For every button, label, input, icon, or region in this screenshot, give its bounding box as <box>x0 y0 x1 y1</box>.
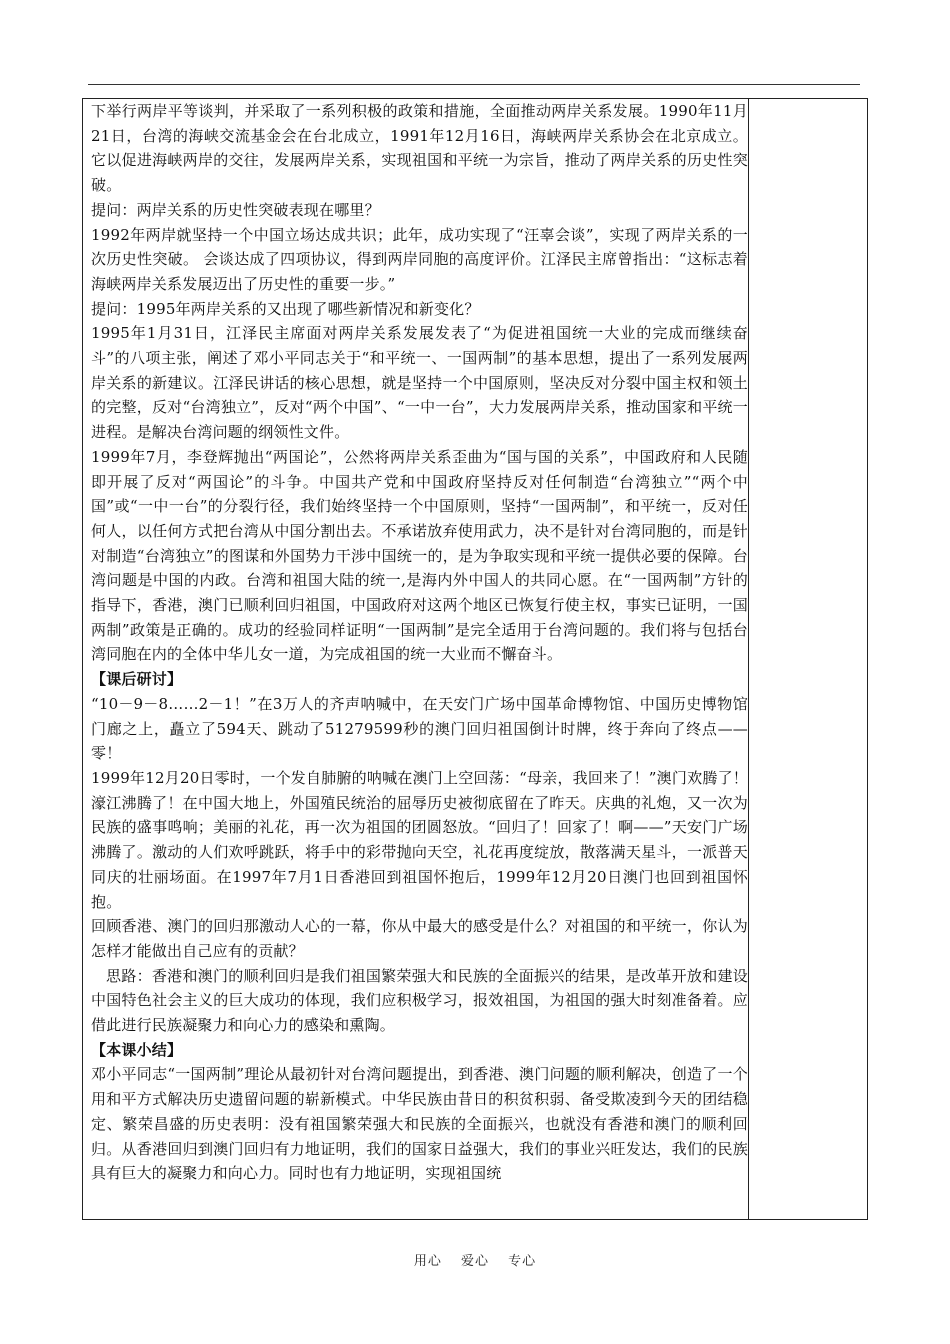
notes-column-cell <box>749 99 867 1219</box>
header-rule <box>88 84 860 85</box>
section-heading-post-class-discussion: 【课后研讨】 <box>91 670 183 689</box>
paragraph-macau-return: 1999年12月20日零时，一个发自肺腑的呐喊在澳门上空回荡：“母亲，我回来了！”澳门欢腾了！濠江沸腾了！在中国大地上，外国殖民统治的屈辱历史被彻底留在了昨天。庆典的礼炮，又一次为民族的盛事鸣响；美丽的礼花，再一次为祖国的团圆怒放。“回归了！回家了！啊——”天安门广场沸腾了。激动的人们欢呼跳跃，将手中的彩带抛向天空，礼花再度绽放，散落满天星斗，一派普天同庆的壮丽场面。在1997年7月1日香港回到祖国怀抱后，1999年12月20日澳门也回到祖国怀抱。 <box>91 768 748 911</box>
lesson-content-cell <box>83 99 749 1219</box>
question-historic-breakthrough: 提问：两岸关系的历史性突破表现在哪里？ <box>91 200 380 219</box>
paragraph-eight-propositions: 1995年1月31日，江泽民主席面对两岸关系发展发表了“为促进祖国统一大业的完成而继续奋斗”的八项主张，阐述了邓小平同志关于“和平统一、一国两制”的基本思想，提出了一系列发展两岸关系的新建议。江泽民讲话的核心思想，就是坚持一个中国原则，坚决反对分裂中国主权和领土的完整，反对“台湾独立”，反对“两个中国”、“一中一台”，大力发展两岸关系，推动国家和平统一进程。是解决台湾问题的纲领性文件。 <box>91 324 748 442</box>
section-heading-lesson-summary: 【本课小结】 <box>91 1040 183 1059</box>
paragraph-macau-countdown: “10－9－8……2－1！”在3万人的齐声呐喊中，在天安门广场中国革命博物馆、中国历史博物馆门廊之上，矗立了594天、跳动了51279599秒的澳门回归祖国倒计时牌，终于奔向了终点——零！ <box>91 694 748 763</box>
paragraph-summary: 邓小平同志“一国两制”理论从最初针对台湾问题提出，到香港、澳门问题的顺利解决，创造了一个用和平方式解决历史遗留问题的崭新模式。中华民族由昔日的积贫积弱、备受欺凌到今天的团结稳定、繁荣昌盛的历史表明：没有祖国繁荣强大和民族的全面振兴，也就没有香港和澳门的顺利回归。从香港回归到澳门回归有力地证明，我们的国家日益强大，我们的事业兴旺发达，我们的民族具有巨大的凝聚力和向心力。同时也有力地证明，实现祖国统 <box>91 1065 748 1183</box>
discussion-question: 回顾香港、澳门的回归那激动人心的一幕，你从中最大的感受是什么？对祖国的和平统一，你认为怎样才能做出自己应有的贡献？ <box>91 917 748 960</box>
paragraph-two-states-theory: 1999年7月，李登辉抛出“两国论”，公然将两岸关系歪曲为“国与国的关系”，中国政府和人民随即开展了反对“两国论”的斗争。中国共产党和中国政府坚持反对任何制造“台湾独立”“两个中国”或“一中一台”的分裂行径，我们始终坚持一个中国原则，坚持“一国两制”，和平统一，反对任何人，以任何方式把台湾从中国分割出去。不承诺放弃使用武力，决不是针对台湾同胞的，而是针对制造“台湾独立”的图谋和外国势力干涉中国统一的，是为争取实现和平统一提供必要的保障。台湾问题是中国的内政。台湾和祖国大陆的统一,是海内外中国人的共同心愿。在“一国两制”方针的指导下，香港，澳门已顺利回归祖国，中国政府对这两个地区已恢复行使主权，事实已证明，一国两制”政策是正确的。成功的经验同样证明“一国两制”是完全适用于台湾问题的。我们将与包括台湾同胞在内的全体中华儿女一道，为完成祖国的统一大业而不懈奋斗。 <box>91 447 748 664</box>
question-1995-changes: 提问：1995年两岸关系的又出现了哪些新情况和新变化？ <box>91 299 480 318</box>
paragraph-1992-consensus: 1992年两岸就坚持一个中国立场达成共识；此年，成功实现了“汪辜会谈”，实现了两岸关系的一次历史性突破。 会谈达成了四项协议，得到两岸同胞的高度评价。江泽民主席曾指出：“这标志着海峡两岸关系发展迈出了历史性的重要一步。” <box>91 225 748 293</box>
discussion-answer-hint: 思路：香港和澳门的顺利回归是我们祖国繁荣强大和民族的全面振兴的结果，是改革开放和建设中国特色社会主义的巨大成功的体现，我们应积极学习，报效祖国，为祖国的强大时刻准备着。应借此进行民族凝聚力和向心力的感染和熏陶。 <box>91 966 748 1035</box>
lesson-table <box>82 98 868 1220</box>
paragraph-cross-strait-development: 下举行两岸平等谈判，并采取了一系列积极的政策和措施，全面推动两岸关系发展。1990年11月21日，台湾的海峡交流基金会在台北成立，1991年12月16日，海峡两岸关系协会在北京成立。它以促进海峡两岸的交往，发展两岸关系，实现祖国和平统一为宗旨，推动了两岸关系的历史性突破。 <box>91 102 748 195</box>
page-footer: 用心 爱心 专心 <box>413 1254 537 1269</box>
